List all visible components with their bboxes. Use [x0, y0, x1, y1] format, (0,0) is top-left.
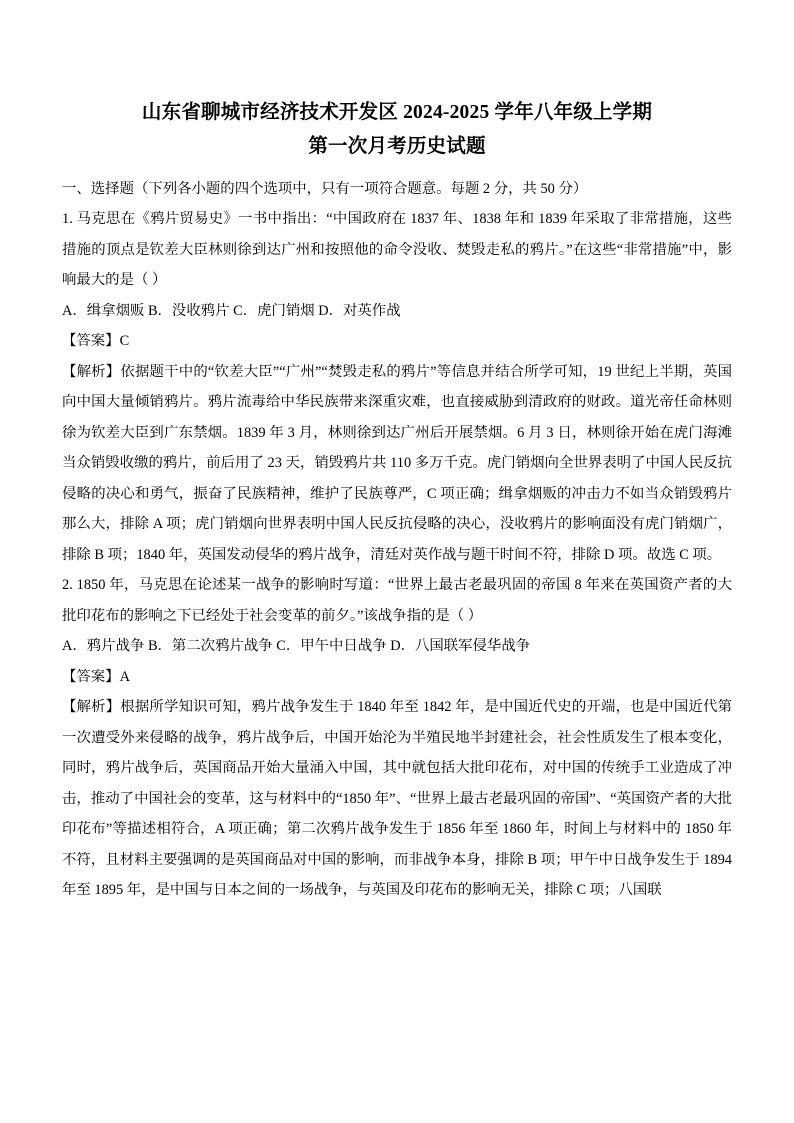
section-heading: 一、选择题（下列各小题的四个选项中，只有一项符合题意。每题 2 分，共 50 分） — [62, 181, 588, 197]
question-block-1 — [62, 204, 732, 570]
question-options: A．鸦片战争 B．第二次鸦片战争 C．甲午中日战争 D．八国联军侵华战争 — [62, 638, 531, 654]
question-analysis: 【解析】依据题干中的“钦差大臣”“广州”“焚毁走私的鸦片”等信息并结合所学可知，19 世纪上半期，英国向中国大量倾销鸦片。鸦片流毒给中华民族带来深重灾难，也直接威胁到清政府的财政。道光帝任命林则徐为钦差大臣到广东禁烟。1839 年 3 月，林则徐到达广州后开展禁烟。6 月 3 日，林则徐开始在虎门海滩当众销毁收缴的鸦片，前后用了 23 天，销毁鸦片共 110 多万千克。虎门销烟向全世界表明了中国人民反抗侵略的决心和勇气，振奋了民族精神，维护了民族尊严，C 项正确；缉拿烟贩的冲击力不如当众销毁鸦片那么大，排除 A 项；虎门销烟向世界表明中国人民反抗侵略的决心，没收鸦片的影响面没有虎门销烟广，排除 B 项；1840 年，英国发动侵华的鸦片战争，清廷对英作战与题干时间不符，排除 D 项。故选 C 项。 — [62, 363, 732, 563]
page-title-line-1: 山东省聊城市经济技术开发区 2024-2025 学年八年级上学期 — [141, 102, 653, 123]
page-title — [62, 96, 732, 164]
question-stem: 1. 马克思在《鸦片贸易史》一书中指出：“中国政府在 1837 年、1838 年和 1839 年采取了非常措施，这些措施的顶点是钦差大臣林则徐到达广州和按照他的命令没收、焚毁走私的鸦片。”在这些“非常措施”中，影响最大的是（ ） — [62, 211, 732, 288]
page-title-line-2: 第一次月考历史试题 — [308, 136, 486, 157]
question-analysis: 【解析】根据所学知识可知，鸦片战争发生于 1840 年至 1842 年，是中国近代史的开端，也是中国近代第一次遭受外来侵略的战争，鸦片战争后，中国开始沦为半殖民地半封建社会，社会性质发生了根本变化，同时，鸦片战争后，英国商品开始大量涌入中国，其中就包括大批印花布，对中国的传统手工业造成了冲击，推动了中国社会的变革，这与材料中的“1850 年”、“世界上最古老最巩固的帝国”、“英国资产者的大批印花布”等描述相符合，A 项正确；第二次鸦片战争发生于 1856 年至 1860 年，时间上与材料中的 1850 年不符，且材料主要强调的是英国商品对中国的影响，而非战争本身，排除 B 项；甲午中日战争发生于 1894 年至 1895 年，是中国与日本之间的一场战争，与英国及印花布的影响无关，排除 C 项；八国联 — [62, 699, 732, 898]
question-options: A．缉拿烟贩 B．没收鸦片 C．虎门销烟 D．对英作战 — [62, 302, 401, 319]
question-stem: 2. 1850 年，马克思在论述某一战争的影响时写道：“世界上最古老最巩固的帝国 8 年来在英国资产者的大批印花布的影响之下已经处于社会变革的前夕。”该战争指的是（ ） — [62, 577, 732, 624]
question-block-2 — [62, 570, 732, 906]
question-answer: 【答案】C — [62, 333, 130, 349]
question-answer: 【答案】A — [62, 668, 130, 685]
